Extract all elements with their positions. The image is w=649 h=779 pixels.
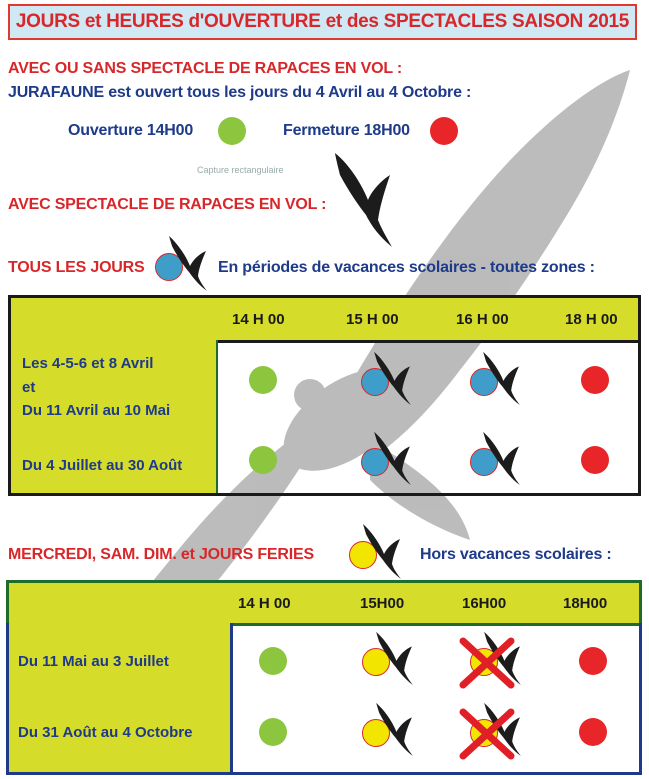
red-dot-icon [430,117,458,145]
table2-col-18h: 18H00 [563,595,608,612]
falcon-icon [371,348,415,406]
table1-row1-line2: et [22,379,36,396]
red-dot-icon [581,366,609,394]
table1-col-18h: 18 H 00 [565,311,618,328]
table2-label-column [9,623,233,772]
green-dot-icon [249,366,277,394]
red-cross-icon [458,707,516,761]
red-cross-icon [458,636,516,690]
table2-header [6,580,642,626]
closing-label: Fermeture 18H00 [283,122,410,139]
red-dot-icon [579,718,607,746]
table1-col-15h: 15 H 00 [346,311,399,328]
table2-row2-label: Du 31 Août au 4 Octobre [18,724,193,741]
falcon-icon [480,348,524,406]
table1-row1-line1: Les 4-5-6 et 8 Avril [22,355,154,372]
table2-col-15h: 15H00 [360,595,405,612]
red-dot-icon [581,446,609,474]
falcon-icon [480,428,524,486]
green-dot-icon [259,718,287,746]
table1-col-16h: 16 H 00 [456,311,509,328]
falcon-icon [360,520,405,580]
table1-col-14h: 14 H 00 [232,311,285,328]
green-dot-icon [259,647,287,675]
falcon-icon [166,232,211,292]
section4-note: Hors vacances scolaires : [420,546,612,563]
capture-label: Capture rectangulaire [197,165,284,175]
falcon-icon [330,145,400,250]
table2-col-16h: 16H00 [462,595,507,612]
section1-heading: AVEC OU SANS SPECTACLE DE RAPACES EN VOL : [8,60,403,77]
falcon-icon [371,428,415,486]
page-title: JOURS et HEURES d'OUVERTURE et des SPECTACLES SAISON 2015 [8,4,637,40]
table1-header [8,295,641,343]
section3-heading: TOUS LES JOURS [8,259,145,276]
section4-heading: MERCREDI, SAM. DIM. et JOURS FERIES [8,546,314,563]
green-dot-icon [218,117,246,145]
section1-subtitle: JURAFAUNE est ouvert tous les jours du 4 Avril au 4 Octobre : [8,84,472,101]
opening-label: Ouverture 14H00 [68,122,194,139]
section2-heading: AVEC SPECTACLE DE RAPACES EN VOL : [8,196,327,213]
falcon-icon [373,628,417,686]
table1-row2-label: Du 4 Juillet au 30 Août [22,457,183,474]
red-dot-icon [579,647,607,675]
green-dot-icon [249,446,277,474]
table1-row1-line3: Du 11 Avril au 10 Mai [22,402,171,419]
table2-row1-label: Du 11 Mai au 3 Juillet [18,653,169,670]
table2-col-14h: 14 H 00 [238,595,291,612]
falcon-icon [373,699,417,757]
section3-note: En périodes de vacances scolaires - toutes zones : [218,259,595,276]
